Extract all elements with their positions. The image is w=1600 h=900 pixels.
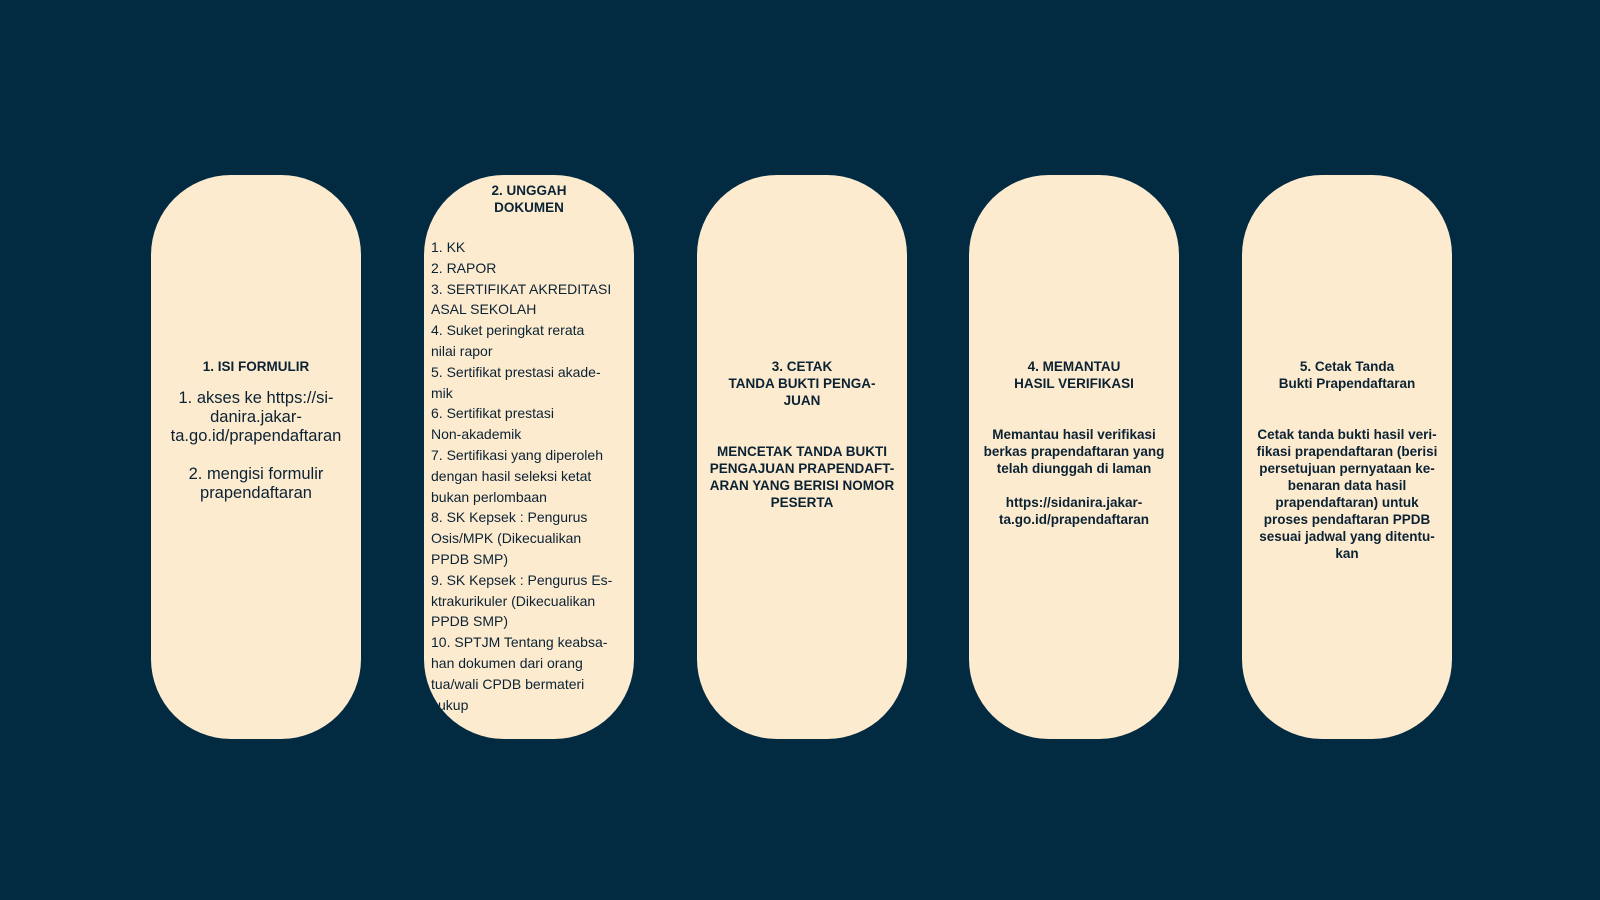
document-item: 10. SPTJM Tentang keabsa- han dokumen dari orang tua/wali CPDB bermateri cukup xyxy=(431,634,608,713)
document-list xyxy=(431,237,628,715)
document-item: 3. SERTIFIKAT AKREDITASI ASAL SEKOLAH xyxy=(431,280,612,318)
step-card-memantau-hasil xyxy=(969,175,1179,739)
step-card-isi-formulir xyxy=(151,175,361,739)
step-title: 1. ISI FORMULIR xyxy=(202,359,310,374)
portal-url: https://sidanira.jakar- ta.go.id/prapendaftaran xyxy=(998,495,1150,527)
document-item: 9. SK Kepsek : Pengurus Es- ktrakurikuler (Dikecualikan PPDB SMP) xyxy=(431,571,613,630)
step-card-cetak-tanda-bukti xyxy=(697,175,907,739)
step-title: 3. CETAK TANDA BUKTI PENGA- JUAN xyxy=(728,359,876,408)
step-title: 5. Cetak Tanda Bukti Prapendaftaran xyxy=(1278,359,1416,391)
step-description: Memantau hasil verifikasi berkas prapendaftaran yang telah diunggah di laman xyxy=(983,427,1165,476)
document-item: 8. SK Kepsek : Pengurus Osis/MPK (Dikecualikan PPDB SMP) xyxy=(431,509,588,567)
instruction-item: 2. mengisi formulir prapendaftaran xyxy=(188,465,324,502)
document-item: 7. Sertifikasi yang diperoleh dengan hasil seleksi ketat bukan perlombaan xyxy=(431,446,603,505)
step-description: MENCETAK TANDA BUKTI PENGAJUAN PRAPENDAFT- ARAN YANG BERISI NOMOR PESERTA xyxy=(709,444,895,510)
step-description: Cetak tanda bukti hasil veri- fikasi prapendaftaran (berisi persetujuan pernyataan ke- benaran data hasil prapendaftaran) untuk proses pendaftaran PPDB sesuai jadwal yang ditentu- kan xyxy=(1256,427,1438,561)
step-card-cetak-bukti-prapendaftaran xyxy=(1242,175,1452,739)
document-item: 5. Sertifikat prestasi akade- mik xyxy=(431,363,601,401)
step-title: 4. MEMANTAU HASIL VERIFIKASI xyxy=(1014,359,1134,391)
document-item: 2. RAPOR xyxy=(431,259,497,276)
step-title: 2. UNGGAH DOKUMEN xyxy=(491,183,567,215)
step-card-unggah-dokumen xyxy=(424,175,634,739)
document-item: 6. Sertifikat prestasi Non-akademik xyxy=(431,405,554,443)
document-item: 1. KK xyxy=(431,239,466,255)
document-item: 4. Suket peringkat rerata nilai rapor xyxy=(431,322,585,359)
instruction-item: 1. akses ke https://si- danira.jakar- ta.go.id/prapendaftaran xyxy=(170,389,342,445)
step-instructions xyxy=(171,389,342,503)
